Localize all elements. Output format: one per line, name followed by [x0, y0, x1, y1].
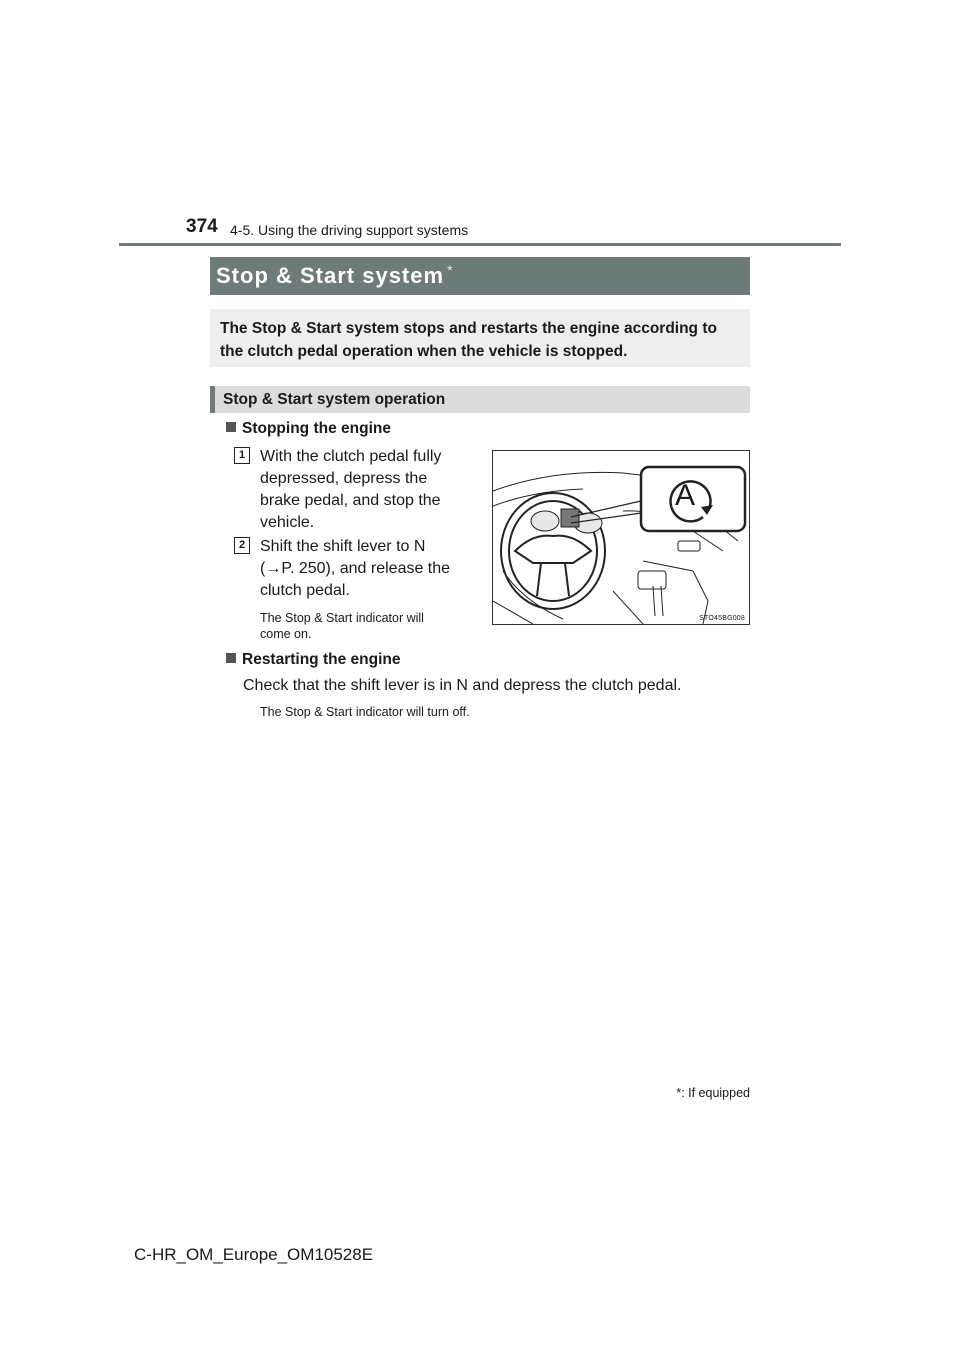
step-2-line: (→P. 250), and release the [260, 560, 451, 577]
stopping-note [260, 610, 480, 642]
section-heading: Stop & Start system operation [210, 386, 750, 413]
step-1-line: With the clutch pedal fully [260, 448, 442, 465]
steering-wheel-illustration [493, 451, 749, 624]
restarting-note: The Stop & Start indicator will turn off. [260, 705, 470, 719]
stopping-note-line: come on. [260, 627, 312, 641]
page-title [210, 257, 750, 295]
dashboard-illustration [492, 450, 750, 625]
document-id: C-HR_OM_Europe_OM10528E [134, 1245, 374, 1264]
square-bullet-icon [226, 422, 236, 432]
step-1-line: brake pedal, and stop the [260, 492, 441, 509]
restarting-heading [226, 651, 400, 669]
running-head: 4-5. Using the driving support systems [230, 222, 469, 238]
intro-text: The Stop & Start system stops and restarts the engine according to the clutch pedal operation when the vehicle is stopped. [210, 309, 750, 367]
restarting-heading-text: Restarting the engine [242, 651, 401, 668]
restarting-body: Check that the shift lever is in N and depress the clutch pedal. [243, 677, 682, 694]
illustration-code: STO45BG008 [699, 615, 745, 622]
if-equipped-marker: * [447, 262, 454, 278]
header-rule [119, 243, 841, 246]
step-number-2: 2 [234, 537, 250, 554]
step-1-line: vehicle. [260, 514, 315, 531]
square-bullet-icon [226, 653, 236, 663]
footnote [676, 1086, 750, 1100]
stopping-note-line: The Stop & Start indicator will [260, 611, 424, 625]
step-number-1: 1 [234, 447, 250, 464]
page-number: 374 [186, 216, 218, 237]
step-1-text [260, 446, 480, 534]
stopping-heading-text: Stopping the engine [242, 420, 391, 437]
step-2-text [260, 536, 480, 602]
step-2-line: Shift the shift lever to N [260, 538, 426, 555]
stopping-heading [226, 420, 391, 438]
title-text: Stop & Start system [216, 263, 445, 288]
callout-letter: A [675, 479, 696, 512]
step-1-line: depressed, depress the [260, 470, 428, 487]
footnote-text: : If equipped [681, 1086, 750, 1100]
footnote-marker: * [676, 1086, 682, 1100]
step-2-line: clutch pedal. [260, 582, 350, 599]
